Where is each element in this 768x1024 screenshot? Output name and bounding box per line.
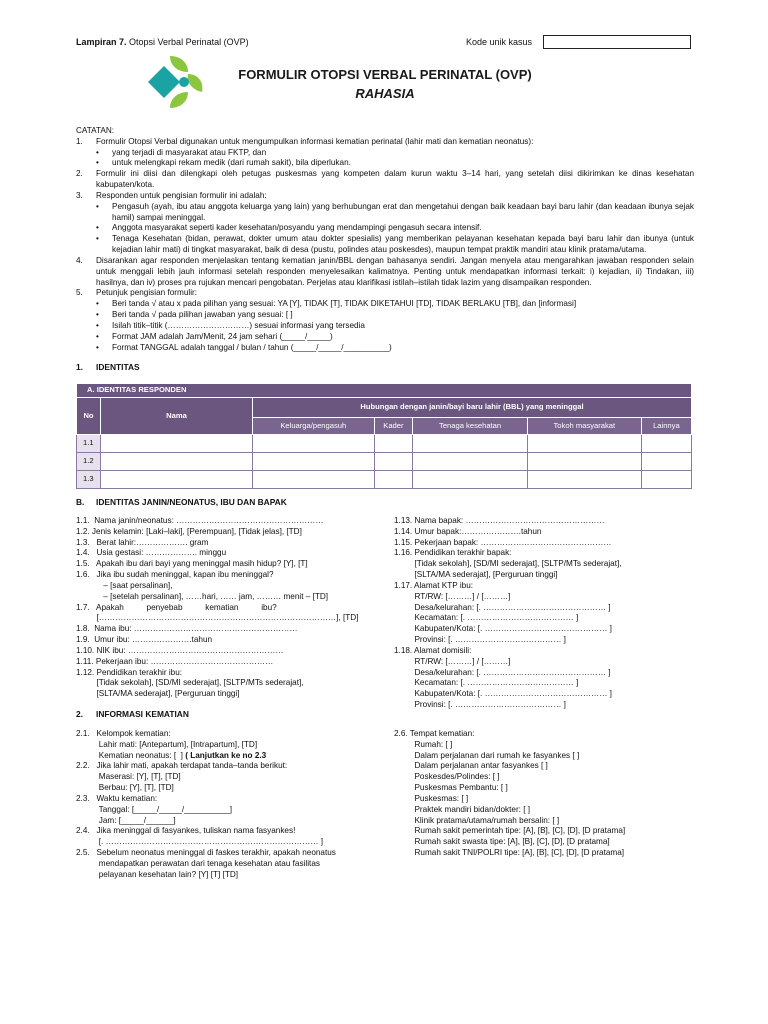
kematian-field-line: 2.1. Kelompok kematian: [76,729,171,738]
kematian-field-line: 2.5. Sebelum neonatus meninggal di faskes terakhir, apakah neonatus [76,848,336,858]
identitas-field-line: 1.15. Pekerjaan bapak: ………………………………………… [394,537,612,547]
kode-unik-input-box[interactable] [543,35,691,49]
catatan-bullet [76,332,694,343]
catatan-bullet-text: Format TANGGAL adalah tanggal / bulan / tahun (_____/_____/__________) [112,342,392,352]
identitas-field-line: 1.14. Umur bapak:………………….tahun [394,526,542,536]
section-informasi-kematian-heading [76,709,189,720]
catatan-item-number: 4. [76,255,83,265]
kematian-field-line: Poskesdes/Polindes: [ ] [394,772,500,782]
kematian-neonatus-label: Kematian neonatus: [ ] [76,750,186,760]
identitas-field-line: Desa/kelurahan: [. ……………………………………… ] [394,602,611,612]
catatan-bullet [76,148,694,159]
kode-unik-label: Kode unik kasus [466,37,533,47]
identitas-field-line: 1.5. Apakah ibu dari bayi yang meninggal masih hidup? [Y], [T] [76,559,308,569]
identitas-field-line: Kecamatan: [. ………………………………… ] [394,678,579,688]
identitas-field-line: 1.8. Nama ibu: …………………………………………………… [76,624,298,634]
kematian-field-line: 2.6. Tempat kematian: [394,729,475,738]
section-b-heading [76,497,287,508]
identitas-field-line: 1.12. Pendidikan terakhir ibu: [76,667,183,677]
catatan-bullet [76,202,694,224]
identitas-field-line: 1.4. Usia gestasi: ………………. minggu [76,548,227,558]
row-number: 1.3 [77,471,101,489]
kematian-field-line: Berbau: [Y], [T], [TD] [76,783,174,793]
kematian-field-line: 2.3. Waktu kematian: [76,793,158,803]
row-number: 1.2 [77,453,101,471]
identitas-field-line: – [saat persalinan], [76,580,173,590]
bullet-icon: • [96,310,99,320]
identitas-field-line: [SLTA/MA sederajat], [Perguruan tinggi] [394,570,558,580]
identitas-field-line: Desa/kelurahan: [. ……………………………………… ] [394,667,611,677]
hubungan-check-cell[interactable] [527,435,641,453]
identitas-responden-table [76,383,692,489]
hubungan-check-cell[interactable] [527,453,641,471]
sub-col-header: Kader [374,418,413,435]
kematian-field-line: Rumah sakit swasta tipe: [A], [B], [C], [D], [D pratama] [394,837,610,847]
identitas-field-line: [Tidak sekolah], [SD/MI sederajat], [SLTP/MTs sederajat], [76,678,304,688]
bullet-icon: • [96,201,99,211]
catatan-item-number: 5. [76,288,83,298]
form-title: FORMULIR OTOPSI VERBAL PERINATAL (OVP) [238,67,532,82]
lampiran-label: Lampiran 7. [76,37,127,47]
identitas-field-line: [……………………………………………………………………………], [TD] [76,613,359,623]
bullet-icon: • [96,158,99,168]
hubungan-check-cell[interactable] [413,435,528,453]
section-title: IDENTITAS [96,362,140,372]
kematian-left-column [76,729,386,881]
kematian-field-line: Dalam perjalanan dari rumah ke fasyankes [ ] [394,750,580,760]
catatan-item-number: 1. [76,136,83,146]
catatan-heading: CATATAN: [76,126,115,135]
sub-col-header: Keluarga/pengasuh [253,418,375,435]
kematian-field-line: Jam: [_____/______] [76,815,176,825]
catatan-item-text: Petunjuk pengisian formulir: [96,288,198,298]
identitas-field-line: 1.1. Nama janin/neonatus: ……………………………………………… [76,516,324,525]
col-no-header: No [77,398,101,435]
kematian-field-line: [. …………………………………………………………………… ] [76,837,323,847]
identitas-field-line: 1.10. NIK ibu: ………………………………………………… [76,645,284,655]
catatan-bullet [76,321,694,332]
catatan-bullet [76,310,694,321]
section-number: B. [76,497,85,507]
catatan-item-number: 2. [76,169,83,179]
col-nama-header: Nama [101,398,253,435]
catatan-bullet [76,299,694,310]
section-identitas-heading [76,362,140,373]
identitas-field-line: 1.7. Apakah penyebab kematian ibu? [76,602,277,612]
hubungan-check-cell[interactable] [253,471,375,489]
nama-input-cell[interactable] [101,435,253,453]
identitas-field-line: 1.6. Jika ibu sudah meninggal, kapan ibu meninggal? [76,570,274,580]
identitas-field-line: 1.18. Alamat domisili: [394,645,472,655]
section-number: 1. [76,362,83,372]
catatan-bullet [76,343,694,354]
catatan-bullet-text: Isilah titik–titik (…………………………) sesuai informasi yang tersedia [112,320,365,330]
identitas-field-line: 1.16. Pendidikan terakhir bapak: [394,548,512,558]
identitas-field-line: Provinsi: [. ………………………………… ] [394,635,566,645]
sub-col-header: Tenaga kesehatan [413,418,528,435]
identitas-right-column [394,516,704,711]
catatan-item [76,169,694,191]
identitas-field-line: 1.17. Alamat KTP ibu: [394,580,474,590]
hubungan-check-cell[interactable] [374,471,413,489]
hubungan-check-cell[interactable] [374,453,413,471]
hubungan-check-cell[interactable] [253,453,375,471]
catatan-bullet-text: Pengasuh (ayah, ibu atau anggota keluarga yang lain) yang berhubungan erat dan mengetahui dengan baik keadaan bayi baru lahir (dan keadaan ibunya sejak hamil) sampai meninggal. [112,201,694,222]
kematian-field-line: mendapatkan perawatan dari tenaga kesehatan atau fasilitas [76,858,320,868]
lampiran-text: Otopsi Verbal Perinatal (OVP) [129,37,249,47]
hubungan-check-cell[interactable] [641,453,691,471]
catatan-bullet-text: yang terjadi di masyarakat atau FKTP, dan [112,147,267,157]
identitas-field-line: 1.11. Pekerjaan ibu: ……………………………………… [76,656,274,666]
lanjutkan-note: ( Lanjutkan ke no 2.3 [185,750,267,760]
identitas-field-line: – [setelah persalinan], ……hari, …… jam, ……… menit – [TD] [76,591,329,601]
sub-col-header: Lainnya [641,418,691,435]
kematian-field-line: 2.4. Jika meninggal di fasyankes, tuliskan nama fasyankes! [76,826,296,836]
kematian-field-line: Praktek mandiri bidan/dokter: [ ] [394,804,531,814]
bullet-icon: • [96,299,99,309]
identitas-field-line: RT/RW: [………] / [………] [394,591,511,601]
identitas-left-column [76,516,386,700]
kematian-field-line [76,751,386,762]
catatan-bullet [76,223,694,234]
kematian-field-line: Klinik pratama/utama/rumah bersalin: [ ] [394,815,560,825]
catatan-bullet-text: untuk melengkapi rekam medik (dari rumah sakit), bila diperlukan. [112,158,351,168]
kematian-field-line: 2.2. Jika lahir mati, apakah terdapat tanda–tanda berikut: [76,761,288,771]
catatan-item-text: Formulir Otopsi Verbal digunakan untuk mengumpulkan informasi kematian perinatal (lahir mati dan kematian neonatus): [96,136,534,146]
table-row [77,453,692,471]
identitas-field-line: Kabupaten/Kota: [. ……………………………………… ] [394,624,612,634]
identitas-field-line: RT/RW: [………] / [………] [394,656,511,666]
catatan-item-text: Responden untuk pengisian formulir ini adalah: [96,190,267,200]
responden-rows [77,435,692,489]
hubungan-check-cell[interactable] [527,471,641,489]
catatan-item [76,191,694,202]
row-number: 1.1 [77,435,101,453]
catatan-bullet [76,234,694,256]
catatan-bullet-text: Beri tanda √ atau x pada pilihan yang sesuai: YA [Y], TIDAK [T], TIDAK DIKETAHUI [TD], TIDAK BERLAKU [TB], dan [informasi] [112,299,577,309]
catatan-bullet-text: Anggota masyarakat seperti kader kesehatan/posyandu yang mendampingi pengasuh secara intensif. [112,223,482,233]
kematian-field-line: Rumah sakit pemerintah tipe: [A], [B], [C], [D], [D pratama] [394,826,626,836]
kematian-right-column [394,729,704,859]
catatan-item [76,288,694,299]
identitas-field-line: [Tidak sekolah], [SD/MI sederajat], [SLTP/MTs sederajat], [394,559,622,569]
identitas-field-line: 1.3. Berat lahir:………………. gram [76,537,209,547]
nama-input-cell[interactable] [101,453,253,471]
kematian-field-line: Puskesmas: [ ] [394,793,469,803]
sub-col-header: Tokoh masyarakat [527,418,641,435]
kematian-field-line: Rumah: [ ] [394,739,453,749]
catatan-bullet-text: Format JAM adalah Jam/Menit, 24 jam sehari (_____/_____) [112,331,333,341]
identitas-field-line: 1.13. Nama bapak: …………………………………………… [394,516,605,525]
identitas-field-line: [SLTA/MA sederajat], [Perguruan tinggi] [76,689,240,699]
identitas-field-line: 1.9. Umur ibu: ………………….tahun [76,635,213,645]
lampiran-line [76,37,249,49]
kematian-field-line: Puskesmas Pembantu: [ ] [394,783,508,793]
catatan-bullet-text: Beri tanda √ pada pilihan jawaban yang sesuai: [ ] [112,310,293,320]
bullet-icon: • [96,342,99,352]
nama-input-cell[interactable] [101,471,253,489]
catatan-item [76,137,694,148]
catatan-items [76,137,694,354]
hubungan-check-cell[interactable] [374,435,413,453]
bullet-icon: • [96,331,99,341]
identitas-field-line: Kabupaten/Kota: [. ……………………………………… ] [394,689,612,699]
table-row [77,435,692,453]
catatan-item [76,256,694,288]
hubungan-check-cell[interactable] [641,435,691,453]
identitas-field-line: Kecamatan: [. ………………………………… ] [394,613,579,623]
col-hubungan-header: Hubungan dengan janin/bayi baru lahir (BBL) yang meninggal [253,398,692,418]
section-title: INFORMASI KEMATIAN [96,709,189,719]
bullet-icon: • [96,223,99,233]
kematian-field-line: pelayanan kesehatan lain? [Y] [T] [TD] [76,869,239,879]
hubungan-check-cell[interactable] [413,453,528,471]
bullet-icon: • [96,234,99,244]
catatan-item-number: 3. [76,190,83,200]
kematian-field-line: Lahir mati: [Antepartum], [Intrapartum], [TD] [76,739,258,749]
identitas-field-line: Provinsi: [. ………………………………… ] [394,700,566,710]
section-title: IDENTITAS JANIN/NEONATUS, IBU DAN BAPAK [96,497,287,507]
catatan-item-text: Formulir ini diisi dan dilengkapi oleh petugas puskesmas yang kompeten dalam kurun waktu 3–14 hari, yang setelah diisi dikirimkan ke dinas kesehatan kabupaten/kota. [96,169,694,190]
catatan-item-text: Disarankan agar responden menjelaskan tentang kematian janin/BBL dengan bahasanya sendiri. Jangan menyela atau mengarahkan jawaban responden selain untuk menggali lebih jauh informasi setelah responden menyelesaikan kalimatnya. Penting untuk mendapatkan informasi terkait: i) kejadian, ii) Tindakan, iii) hasilnya, dan iv) proses pra rujukan mencari pengobatan. Perjelas atau klarifikasi istilah–istilah tidak lazim yang disampaikan responden. [96,255,694,287]
identitas-field-line: 1.2. Jenis kelamin: [Laki–laki], [Perempuan], [Tidak jelas], [TD] [76,526,302,536]
table-title: A. IDENTITAS RESPONDEN [77,384,692,398]
form-subtitle: RAHASIA [355,86,415,101]
hubungan-check-cell[interactable] [253,435,375,453]
catatan-bullet [76,158,694,169]
kematian-field-line: Rumah sakit TNI/POLRI tipe: [A], [B], [C], [D], [D pratama] [394,848,625,858]
section-number: 2. [76,709,83,719]
hubungan-check-cell[interactable] [413,471,528,489]
hubungan-check-cell[interactable] [641,471,691,489]
catatan-block [76,126,694,353]
catatan-bullet-text: Tenaga Kesehatan (bidan, perawat, dokter umum atau dokter spesialis) yang memberikan pelayanan kesehatan kepada bayi baru lahir dan ibunya (untuk kejadian lahir mati) di tingkat masyarakat, baik di desa (pustu, polindes atau poskesdes), maupun tempat praktik mandiri atau klinik pratama/utama. [112,234,694,255]
bullet-icon: • [96,147,99,157]
kematian-field-line: Tanggal: [_____/_____/__________] [76,804,232,814]
table-row [77,471,692,489]
bullet-icon: • [96,320,99,330]
kematian-field-line: Dalam perjalanan antar fasyankes [ ] [394,761,548,771]
kematian-field-line: Maserasi: [Y], [T], [TD] [76,772,181,782]
